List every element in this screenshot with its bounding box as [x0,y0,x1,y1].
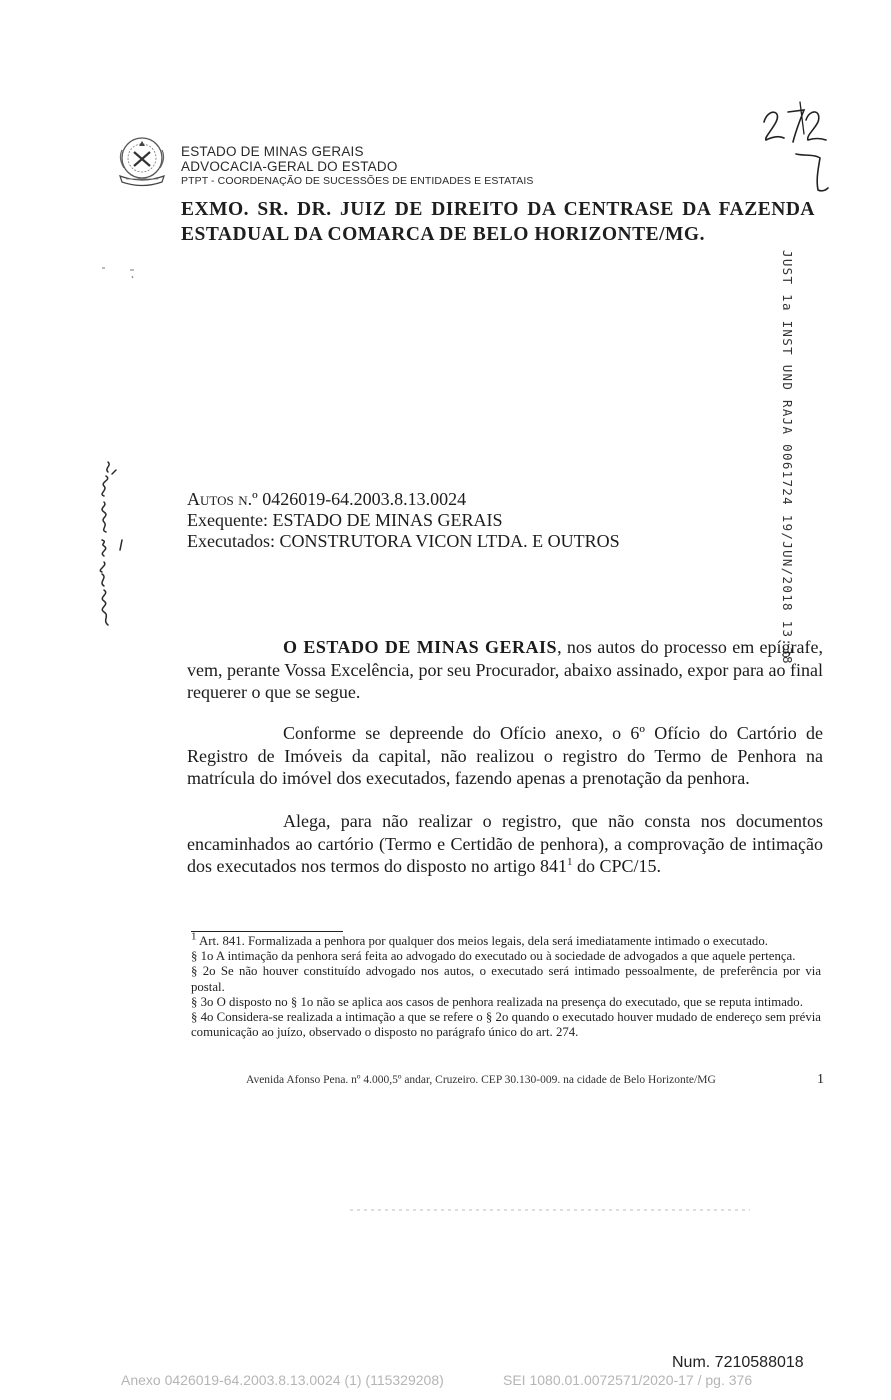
document-id-number: Num. 7210588018 [672,1354,804,1371]
protocol-stamp-text: JUST 1a INST UND RAJA 0061724 19/JUN/2018 13:38 [780,250,795,665]
footnote-paragraph-2: § 2o Se não houver constituído advogado nos autos, o executado será intimado pessoalmente, de preferência por via postal. [191,964,821,994]
case-number: 0426019-64.2003.8.13.0024 [262,489,467,509]
paragraph-3-end: do CPC/15. [572,856,661,876]
footnote-marker: 1 [191,930,197,943]
paragraph-3 [187,810,823,878]
case-defendants: Executados: CONSTRUTORA VICON LTDA. E OUTROS [187,531,620,551]
paragraph-3-text: Alega, para não realizar o registro, que não consta nos documentos encaminhados ao cartório (Termo e Certidão de penhora), a comprovação de intimação dos executados nos termos do disposto no artigo 841 [187,811,823,876]
scan-noise-line [340,1208,760,1212]
footnote-1: $^1$ Art. 841. Formalizada a penhora por qualquer dos meios legais, dela será imediatamente intimado o executado. [191,930,768,948]
header-agency-name: ADVOCACIA-GERAL DO ESTADO [181,159,398,174]
page-number: 1 [817,1072,824,1087]
paragraph-1 [187,636,823,704]
footnote-paragraph-1: § 1o A intimação da penhora será feita ao advogado do executado ou à sociedade de advogados a que aquele pertença. [191,949,796,964]
footnote-reference: 1 [566,856,573,868]
addressee-heading: EXMO. SR. DR. JUIZ DE DIREITO DA CENTRASE DA FAZENDA ESTADUAL DA COMARCA DE BELO HORIZONTE/MG. [181,199,815,245]
footnote-paragraph-3: § 3o O disposto no § 1o não se aplica aos casos de penhora realizada na presença do executado, que se reputa intimado. [191,994,803,1009]
handwritten-side-note [82,460,132,630]
state-seal-icon [112,132,172,192]
footnote-separator [191,931,343,932]
paragraph-2-text: Conforme se depreende do Ofício anexo, o 6º Ofício do Cartório de Registro de Imóveis da capital, não realizou o registro do Termo de Penhora na matrícula do imóvel dos executados, fazendo apenas a prenotação da penhora. [187,723,823,788]
footer-address: Avenida Afonso Pena. nº 4.000,5º andar, Cruzeiro. CEP 30.130-009. na cidade de Belo Horizonte/MG [246,1074,716,1086]
footnotes [191,930,821,1040]
paragraph-2 [187,722,823,790]
paragraph-1-text: , nos autos do processo em epígrafe, vem, perante Vossa Excelência, por seu Procurador, abaixo assinado, expor para ao final requerer o que se segue. [187,637,823,702]
case-number-label: Autos n.º [187,489,258,509]
attachment-reference: Anexo 0426019-64.2003.8.13.0024 (1) (115329208) [121,1372,444,1388]
header-department-name: PTPT - COORDENAÇÃO DE SUCESSÕES DE ENTIDADES E ESTATAIS [181,175,534,187]
protocol-stamp [779,250,803,665]
case-plaintiff: Exequente: ESTADO DE MINAS GERAIS [187,510,503,530]
case-number-line [187,489,466,510]
header-state-name: ESTADO DE MINAS GERAIS [181,144,364,159]
footnote-paragraph-4: § 4o Considera-se realizada a intimação a que se refere o § 2o quando o executado houver mudado de endereço sem prévia comunicação ao juízo, observado o disposto no parágrafo único do art. 274. [191,1010,821,1040]
sei-process-reference: SEI 1080.01.0072571/2020-17 / pg. 376 [503,1372,753,1388]
paragraph-1-party: O ESTADO DE MINAS GERAIS [283,637,558,657]
scan-marks [100,262,140,282]
handwritten-folio-number [760,100,830,195]
